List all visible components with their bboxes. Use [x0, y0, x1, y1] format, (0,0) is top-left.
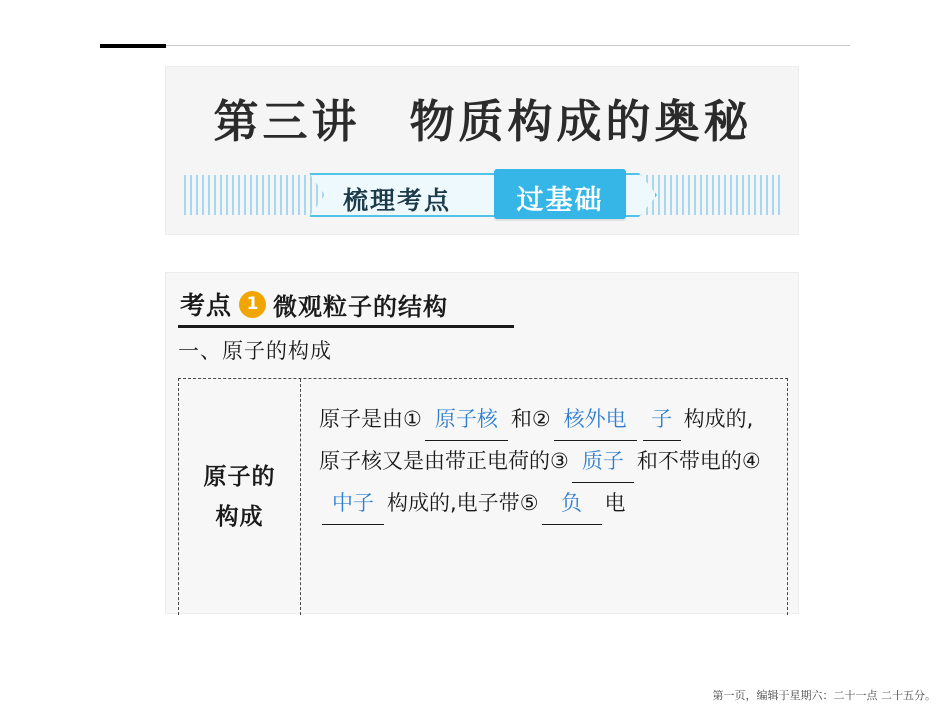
text-run-4: 和不带电的: [636, 449, 742, 473]
blank-answer-2a[interactable]: 核外电: [554, 399, 637, 441]
blank-answer-1[interactable]: 原子核: [425, 399, 508, 441]
keypoint-number-badge: 1: [239, 291, 266, 318]
text-run-2: 和: [510, 407, 532, 431]
text-run-1: 原子是由: [319, 407, 403, 431]
footer-note: 第一页，编辑于星期六：二十一点 二十五分。: [712, 689, 936, 702]
blank-marker-4: ④: [741, 449, 761, 473]
text-run-7: 电: [604, 491, 626, 515]
blank-answer-2b[interactable]: 子: [643, 399, 681, 441]
title-banner: [165, 66, 799, 235]
page-title: 第三讲 物质构成的奥秘: [213, 95, 753, 148]
blank-answer-4[interactable]: 中子: [322, 483, 384, 525]
subsection-heading: 一、原子的构成: [178, 339, 332, 363]
blank-answer-5[interactable]: 负: [542, 483, 602, 525]
blank-marker-5: ⑤: [519, 491, 539, 515]
keypoint-title: 微观粒子的结构: [273, 292, 449, 321]
ribbon-badge: [494, 169, 626, 219]
table-content-text: [319, 399, 773, 525]
header-rule-line: [166, 45, 850, 46]
blank-marker-2: ②: [531, 407, 551, 431]
text-run-5: 构成: [387, 491, 429, 515]
keypoint-heading: [180, 287, 448, 321]
ribbon-label: 梳理考点: [343, 186, 452, 215]
content-panel: [165, 272, 799, 614]
keypoint-label: 考点: [180, 291, 233, 320]
text-run-3: 构成的,原子核又是由带正电荷的: [319, 407, 754, 473]
blank-answer-3[interactable]: 质子: [572, 441, 634, 483]
table-row-label-cell: [179, 379, 301, 615]
table-row-label: 原子的 构成: [203, 464, 276, 530]
blank-marker-3: ③: [550, 449, 569, 473]
text-run-6: 的,电子带: [429, 491, 520, 515]
ribbon-center: [309, 167, 657, 223]
section-ribbon: [166, 167, 800, 223]
keypoint-underline: [178, 325, 514, 328]
ribbon-badge-label: 过基础: [516, 185, 604, 216]
blank-marker-1: ①: [403, 407, 422, 431]
table-content-cell: [301, 379, 787, 615]
structure-table: [178, 378, 788, 615]
header-rule-accent: [100, 44, 166, 48]
